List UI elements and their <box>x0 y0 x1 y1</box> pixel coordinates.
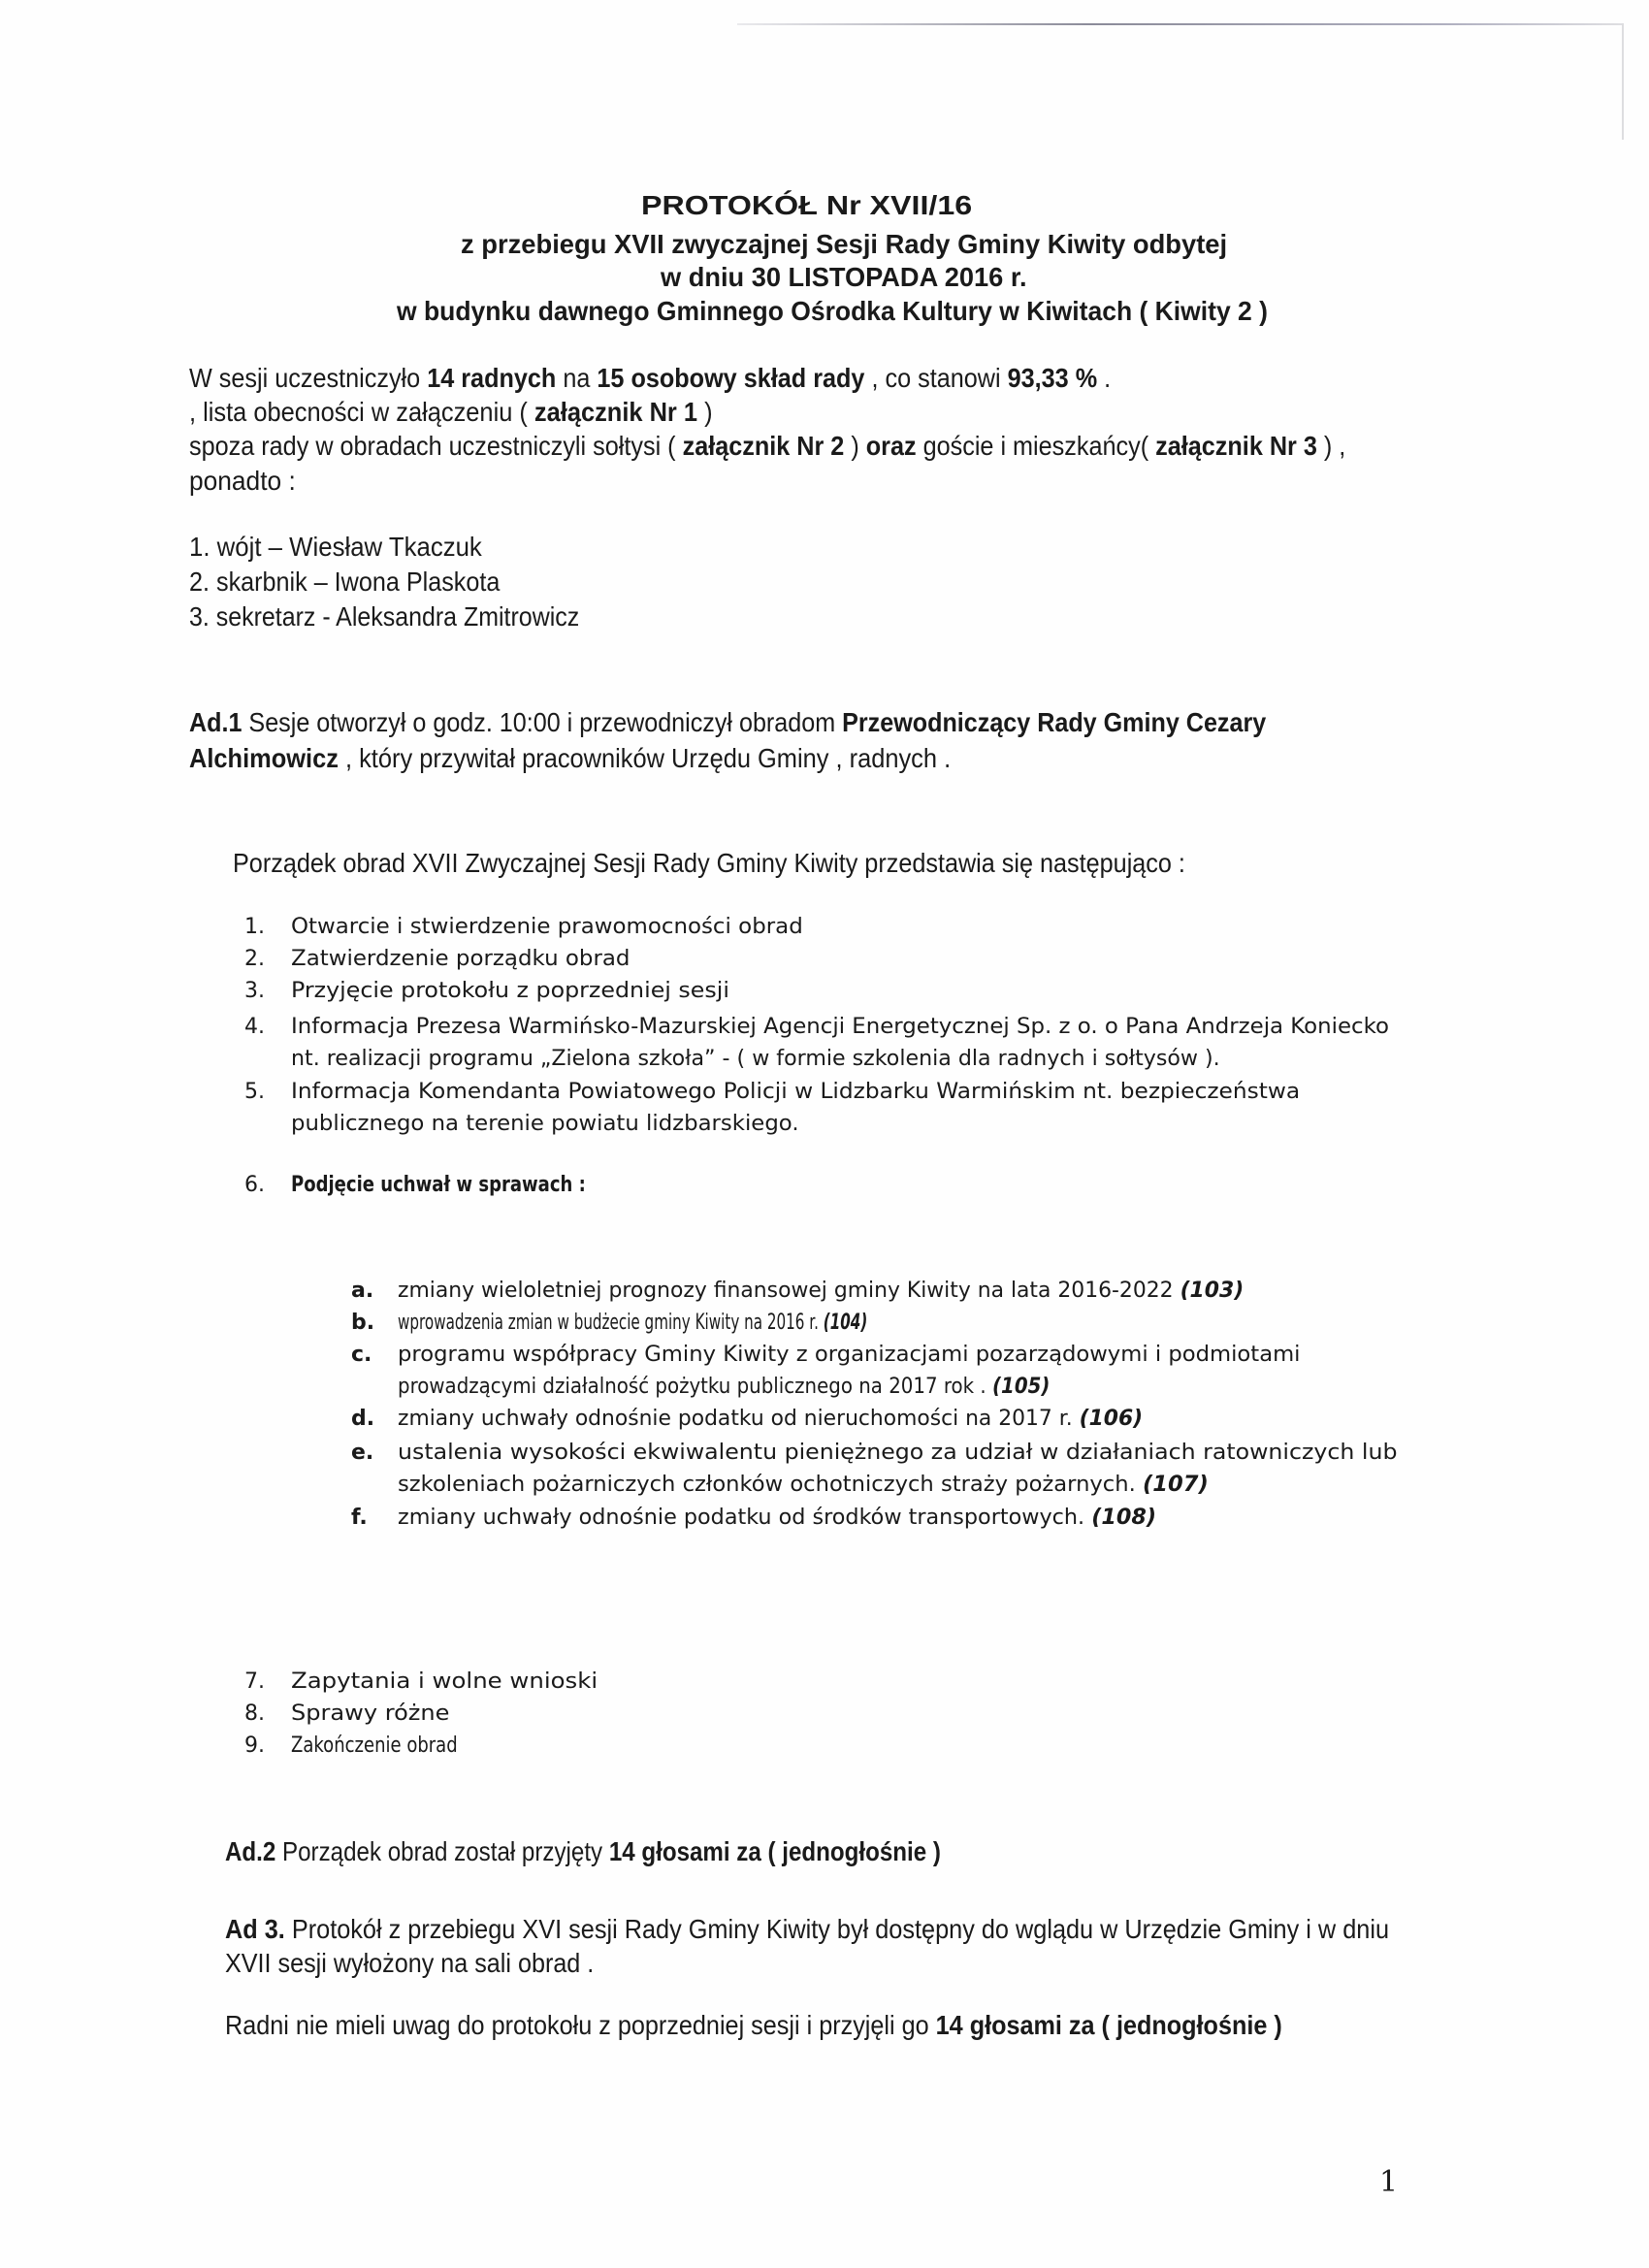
text: , co stanowi <box>864 363 1008 393</box>
resolution-number: (103) <box>1180 1279 1245 1303</box>
official-item: 2. skarbnik – Iwona Plaskota <box>189 567 501 597</box>
page-number: 1 <box>1379 2165 1399 2199</box>
resolution-number: (106) <box>1079 1407 1144 1431</box>
ad1-line-2 <box>189 743 951 774</box>
vote-result: 14 głosami za <box>935 2010 1095 2040</box>
text: spoza rady w obradach uczestniczyli sołtysi ( <box>189 431 683 461</box>
chairman-surname: Alchimowicz <box>189 743 339 773</box>
title-line-4: w budynku dawnego Gminnego Ośrodka Kultury w Kiwitach ( Kiwity 2 ) <box>397 296 1268 326</box>
resolution-letter: f. <box>351 1506 368 1530</box>
resolution-letter: e. <box>351 1441 374 1465</box>
attendance-line-4: ponadto : <box>189 466 296 496</box>
title-line-3: w dniu 30 LISTOPADA 2016 r. <box>661 262 1027 292</box>
agenda-intro: Porządek obrad XVII Zwyczajnej Sesji Rady Gminy Kiwity przedstawia się następująco : <box>233 848 1185 878</box>
text: ) , <box>1316 431 1346 461</box>
resolution-text <box>398 1310 867 1337</box>
ad1-line-1 <box>189 707 1266 738</box>
attachment-ref-2: załącznik Nr 2 <box>682 431 845 461</box>
resolution-number: (104) <box>823 1311 868 1335</box>
agenda-item-text: Podjęcie uchwał w sprawach : <box>291 1173 586 1197</box>
resolution-text <box>398 1278 1244 1305</box>
text: ) <box>697 397 713 427</box>
text: Porządek obrad został przyjęty <box>275 1836 609 1866</box>
resolution-number: (107) <box>1142 1473 1209 1497</box>
scan-edge-line <box>737 23 1622 25</box>
agenda-item-number: 3. <box>244 979 265 1003</box>
resolution-letter: b. <box>351 1311 375 1335</box>
scan-edge-right <box>1622 23 1624 140</box>
resolution-number: (108) <box>1091 1506 1157 1530</box>
section-label: Ad.1 <box>189 707 242 737</box>
vote-unanimous: ( jednogłośnie ) <box>1094 2010 1282 2040</box>
resolution-number: (105) <box>992 1375 1051 1399</box>
agenda-item-text: Zatwierdzenie porządku obrad <box>291 947 630 971</box>
resolution-text <box>398 1505 1156 1532</box>
attendance-percent: 93,33 % <box>1007 363 1098 393</box>
text: Protokół z przebiegu XVI sesji Rady Gminy Kiwity był dostępny do wglądu w Urzędzie Gminy i w dniu <box>284 1914 1390 1944</box>
text: wprowadzenia zmian w budżecie gminy Kiwity na 2016 r. <box>398 1311 824 1335</box>
resolution-letter: a. <box>351 1279 374 1303</box>
text: zmiany uchwały odnośnie podatku od nieruchomości na 2017 r. <box>398 1407 1080 1431</box>
ad3-line-1 <box>225 1914 1389 1945</box>
agenda-item-text: Zakończenie obrad <box>291 1733 458 1758</box>
chairman-name: Przewodniczący Rady Gminy Cezary <box>842 707 1267 737</box>
agenda-item-text: Przyjęcie protokołu z poprzedniej sesji <box>291 979 729 1003</box>
resolution-text <box>398 1472 1209 1499</box>
agenda-item-text: Informacja Prezesa Warmińsko-Mazurskiej Agencji Energetycznej Sp. z o. o Pana Andrzeja Koniecko <box>291 1015 1389 1039</box>
attendance-line-3 <box>189 431 1345 462</box>
agenda-item-text: nt. realizacji programu „Zielona szkoła” - ( w formie szkolenia dla radnych i sołtysów ). <box>291 1047 1220 1071</box>
agenda-item-number: 4. <box>244 1015 265 1039</box>
agenda-item-text: Zapytania i wolne wnioski <box>291 1669 598 1694</box>
attendance-line-2 <box>189 397 713 428</box>
resolution-letter: c. <box>351 1343 372 1367</box>
official-item: 3. sekretarz - Aleksandra Zmitrowicz <box>189 601 580 632</box>
section-label: Ad 3. <box>225 1914 285 1944</box>
resolution-text <box>398 1374 1050 1401</box>
section-label: Ad.2 <box>225 1836 276 1866</box>
text: Radni nie mieli uwag do protokołu z poprzedniej sesji i przyjęli go <box>225 2010 936 2040</box>
official-item: 1. wójt – Wiesław Tkaczuk <box>189 532 482 562</box>
protocol-vote <box>225 2010 1282 2041</box>
ad2-section <box>225 1836 941 1867</box>
title-line-2: z przebiegu XVII zwyczajnej Sesji Rady Gminy Kiwity odbytej <box>461 229 1228 259</box>
text: programu współpracy Gminy Kiwity z organizacjami pozarządowymi i podmiotami <box>398 1343 1301 1367</box>
resolution-text <box>398 1440 1397 1467</box>
councillors-count: 14 radnych <box>427 363 557 393</box>
ad3-line-2: XVII sesji wyłożony na sali obrad . <box>225 1948 595 1978</box>
resolution-text <box>398 1342 1300 1369</box>
text: Sesje otworzył o godz. 10:00 i przewodniczył obradom <box>242 707 843 737</box>
agenda-item-text: publicznego na terenie powiatu lidzbarskiego. <box>291 1112 799 1136</box>
agenda-item-text: Sprawy różne <box>291 1701 450 1726</box>
resolution-text <box>398 1406 1143 1433</box>
text: . <box>1097 363 1112 393</box>
agenda-item-number: 7. <box>244 1669 265 1694</box>
attendance-line-1 <box>189 363 1111 394</box>
text: ustalenia wysokości ekwiwalentu pieniężnego za udział w działaniach ratowniczych lub <box>398 1441 1398 1465</box>
text-bold: oraz <box>865 431 917 461</box>
agenda-item-number: 6. <box>244 1173 265 1197</box>
attachment-ref-1: załącznik Nr 1 <box>534 397 698 427</box>
text: goście i mieszkańcy( <box>916 431 1156 461</box>
agenda-item-text: Otwarcie i stwierdzenie prawomocności obrad <box>291 915 803 939</box>
vote-result: 14 głosami za ( jednogłośnie ) <box>608 1836 941 1866</box>
agenda-item-number: 2. <box>244 947 265 971</box>
text: szkoleniach pożarniczych członków ochotniczych straży pożarnych. <box>398 1473 1143 1497</box>
text: W sesji uczestniczyło <box>189 363 428 393</box>
attachment-ref-3: załącznik Nr 3 <box>1155 431 1317 461</box>
text: , lista obecności w załączeniu ( <box>189 397 534 427</box>
text: na <box>556 363 598 393</box>
council-size: 15 osobowy skład rady <box>597 363 865 393</box>
title-line-1: PROTOKÓŁ Nr XVII/16 <box>641 190 973 220</box>
agenda-item-number: 5. <box>244 1080 265 1104</box>
agenda-item-number: 8. <box>244 1701 265 1726</box>
agenda-item-number: 9. <box>244 1733 265 1758</box>
agenda-item-text: Informacja Komendanta Powiatowego Policji w Lidzbarku Warmińskim nt. bezpieczeństwa <box>291 1080 1301 1104</box>
text: , który przywitał pracowników Urzędu Gminy , radnych . <box>338 743 952 773</box>
text: prowadzącymi działalność pożytku publicznego na 2017 rok . <box>398 1375 993 1399</box>
text: ) <box>844 431 866 461</box>
text: zmiany wieloletniej prognozy finansowej gminy Kiwity na lata 2016-2022 <box>398 1279 1180 1303</box>
text: zmiany uchwały odnośnie podatku od środków transportowych. <box>398 1506 1092 1530</box>
agenda-item-number: 1. <box>244 915 265 939</box>
resolution-letter: d. <box>351 1407 375 1431</box>
